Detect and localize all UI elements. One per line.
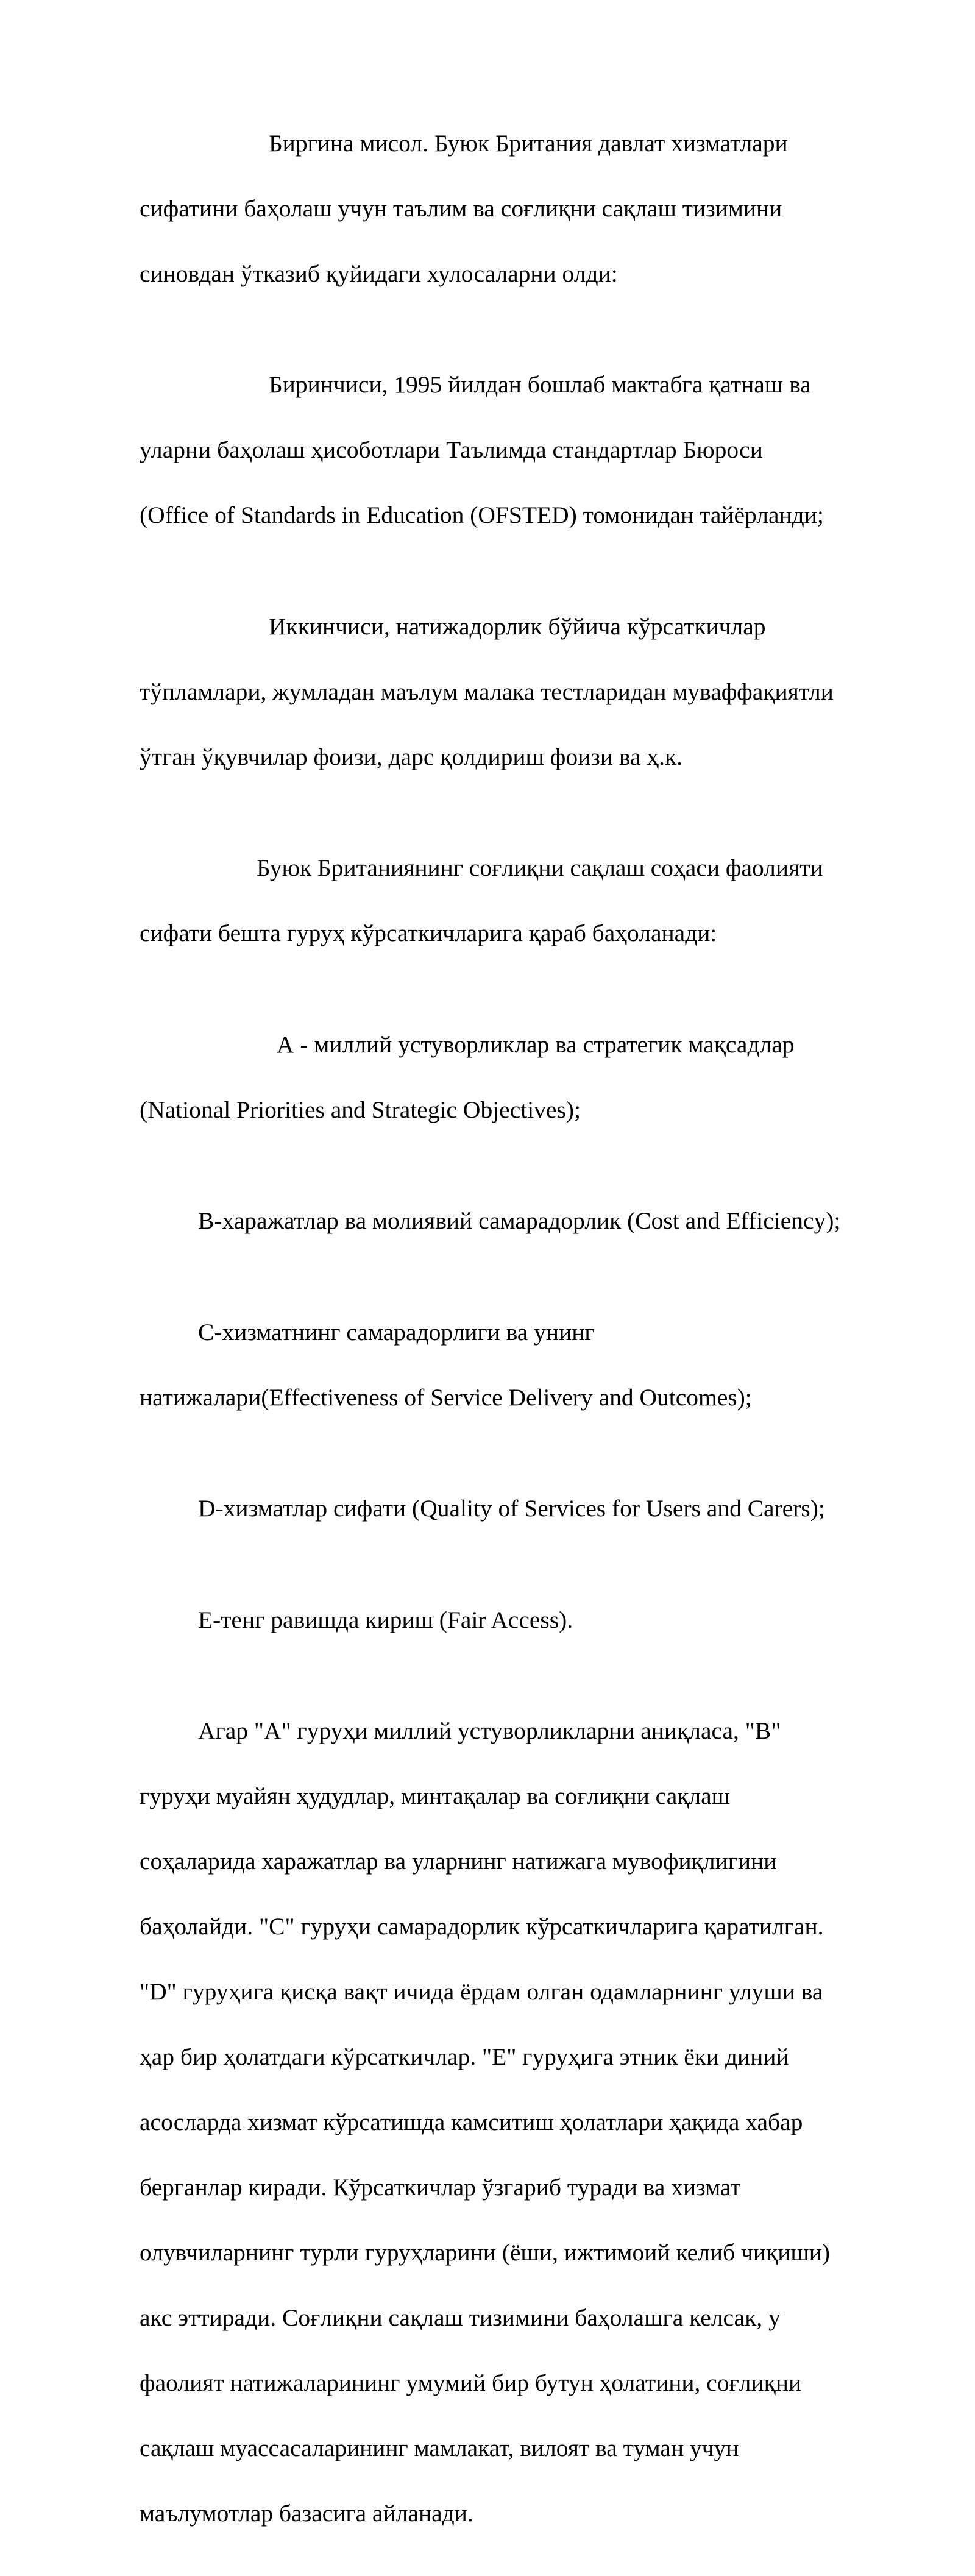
paragraph-group-b [140, 1173, 907, 1271]
paragraph-first-point [140, 336, 907, 565]
text-line: Биринчиси, 1995 йилдан бошлаб мактабга қатнаш ва [269, 371, 811, 398]
text-line: сифати бешта гуруҳ кўрсаткичларига қараб баҳоланади: [140, 920, 717, 946]
text-line: Буюк Британиянинг соғлиқни сақлаш соҳаси фаолияти [257, 854, 823, 881]
text-line: уларни баҳолаш ҳисоботлари Таълимда стандартлар Бюроси [140, 436, 763, 463]
text-line: акс эттиради. Соғлиқни сақлаш тизимини баҳолашга келсак, у [140, 2304, 781, 2331]
paragraph-group-a [140, 996, 907, 1159]
text-line: сифатини баҳолаш учун таълим ва соғлиқни сақлаш тизимини [140, 194, 782, 222]
text-line: асосларда хизмат кўрсатишда камситиш ҳолатлари ҳақида хабар [140, 2109, 803, 2135]
text-line: ўтган ўқувчилар фоизи, дарс қолдириш фоизи ва ҳ.к. [140, 743, 683, 770]
text-line: гуруҳи муайян ҳудудлар, минтақалар ва соғлиқни сақлаш [140, 1783, 731, 1809]
text-line: "D" гуруҳига қисқа вақт ичида ёрдам олган одамларнинг улуши ва [140, 1978, 823, 2005]
paragraph-group-e [140, 1571, 907, 1669]
text-line: берганлар киради. Кўрсаткичлар ўзгариб туради ва хизмат [140, 2174, 741, 2201]
document-page [140, 94, 907, 2576]
text-line: C-хизматнинг самарадорлиги ва унинг [198, 1318, 595, 1346]
text-line: Биргина мисол. Буюк Британия давлат хизматлари [269, 129, 788, 157]
text-line: D-хизматлар сифати (Quality of Services for Users and Carers); [198, 1495, 825, 1522]
text-line: (Office of Standards in Education (OFSTED) томонидан тайёрланди; [140, 502, 824, 528]
text-line: соҳаларида харажатлар ва уларнинг натижага мувофиқлигини [140, 1848, 777, 1875]
text-line: Агар "A" гуруҳи миллий устуворликларни аниқласа, "B" [198, 1717, 781, 1744]
text-line: B-харажатлар ва молиявий самарадорлик (Cost and Efficiency); [198, 1207, 841, 1234]
paragraph-group-d [140, 1460, 907, 1558]
paragraph-group-c [140, 1283, 907, 1447]
text-line: маълумотлар базасига айланади. [140, 2500, 473, 2527]
text-line: Иккинчиси, натижадорлик бўйича кўрсаткичлар [269, 612, 766, 640]
paragraph-health-groups-intro [140, 820, 907, 983]
text-line: баҳолайди. "C" гуруҳи самарадорлик кўрсаткичларига қаратилган. [140, 1913, 824, 1940]
text-line: тўпламлари, жумладан маълум малака тестларидан муваффақиятли [140, 678, 834, 705]
text-line: сақлаш муассасаларининг мамлакат, вилоят ва туман учун [140, 2435, 739, 2461]
text-line: (National Priorities and Strategic Objectives); [140, 1096, 581, 1123]
text-line: синовдан ўтказиб қуйидаги хулосаларни олди: [140, 260, 618, 287]
text-line: олувчиларнинг турли гуруҳларини (ёши, ижтимоий келиб чиқиши) [140, 2239, 831, 2266]
text-line: E-тенг равишда кириш (Fair Access). [198, 1606, 573, 1633]
paragraph-example-intro [140, 94, 907, 323]
text-line: фаолият натижаларининг умумий бир бутун ҳолатини, соғлиқни [140, 2369, 802, 2396]
text-line: ҳар бир ҳолатдаги кўрсаткичлар. "E" гуруҳига этник ёки диний [140, 2043, 789, 2070]
text-line: натижалари(Effectiveness of Service Delivery and Outcomes); [140, 1383, 752, 1411]
paragraph-second-point [140, 578, 907, 806]
text-line: А - миллий устуворликлар ва стратегик мақсадлар [277, 1031, 795, 1058]
paragraph-groups-explanation [140, 1683, 907, 2563]
